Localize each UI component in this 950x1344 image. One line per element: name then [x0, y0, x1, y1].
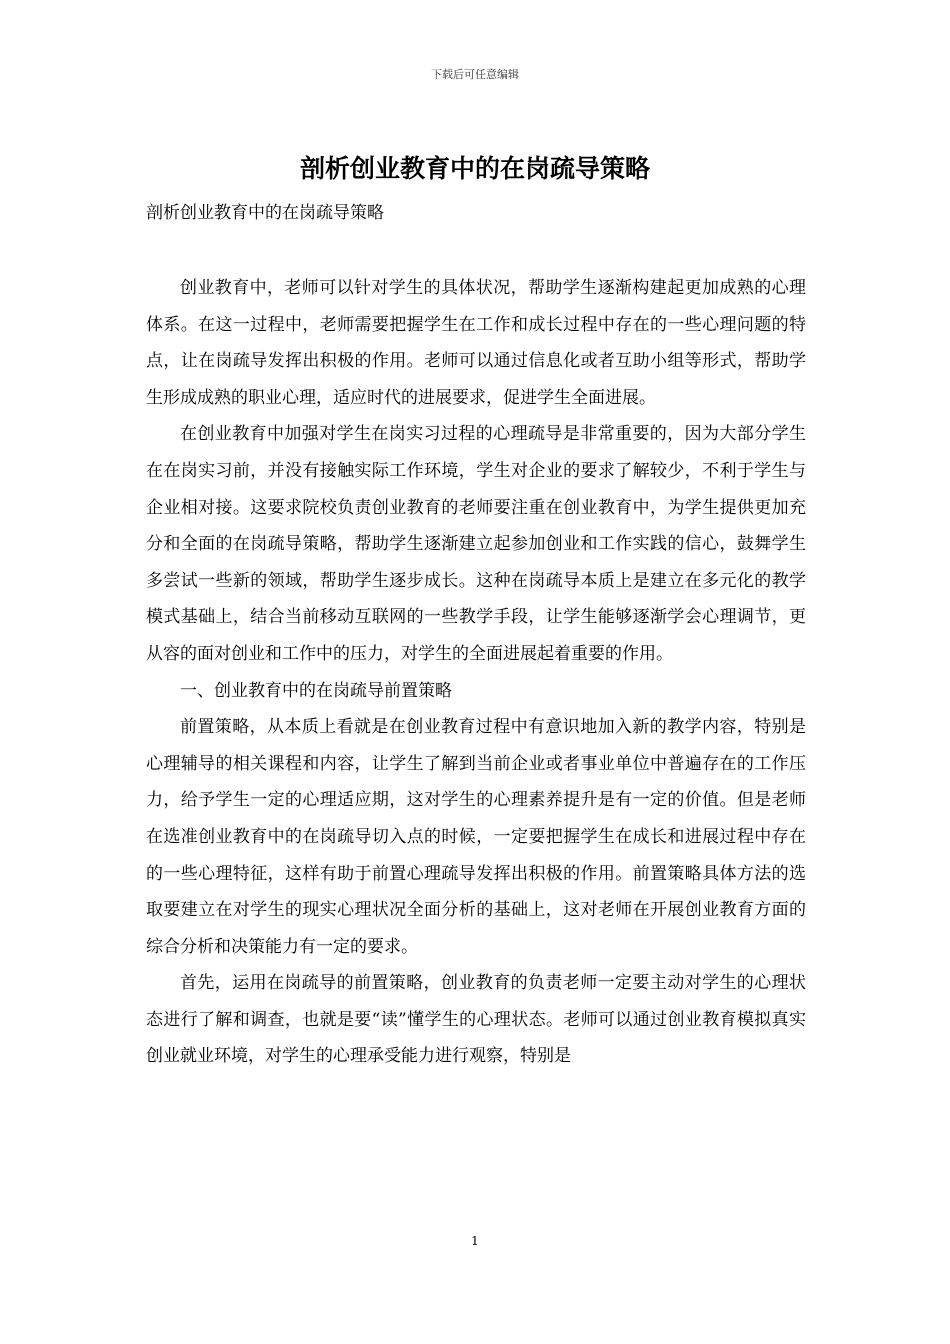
document-title: 剖析创业教育中的在岗疏导策略 — [299, 154, 650, 183]
page-number: 1 — [471, 1234, 479, 1248]
document-subtitle: 剖析创业教育中的在岗疏导策略 — [146, 203, 384, 223]
body-text — [146, 270, 806, 1075]
header-note: 下载后可任意编辑 — [431, 68, 519, 81]
paragraph-intro: 创业教育中，老师可以针对学生的具体状况，帮助学生逐渐构建起更加成熟的心理体系。在这一过程中，老师需要把握学生在工作和成长过程中存在的一些心理问题的特点，让在岗疏导发挥出积极的作用。老师可以通过信息化或者互助小组等形式，帮助学生形成成熟的职业心理，适应时代的进展要求，促进学生全面进展。 — [146, 278, 806, 408]
paragraph-preposition-strategy: 前置策略，从本质上看就是在创业教育过程中有意识地加入新的教学内容，特别是心理辅导的相关课程和内容，让学生了解到当前企业或者事业单位中普遍存在的工作压力，给予学生一定的心理适应期，这对学生的心理素养提升是有一定的价值。但是老师在选准创业教育中的在岗疏导切入点的时候，一定要把握学生在成长和进展过程中存在的一些心理特征，这样有助于前置心理疏导发挥出积极的作用。前置策略具体方法的选取要建立在对学生的现实心理状况全面分析的基础上，这对老师在开展创业教育方面的综合分析和决策能力有一定的要求。 — [146, 717, 806, 957]
paragraph-importance: 在创业教育中加强对学生在岗实习过程的心理疏导是非常重要的，因为大部分学生在在岗实习前，并没有接触实际工作环境，学生对企业的要求了解较少，不利于学生与企业相对接。这要求院校负责创业教育的老师要注重在创业教育中，为学生提供更加充分和全面的在岗疏导策略，帮助学生逐渐建立起参加创业和工作实践的信心，鼓舞学生多尝试一些新的领域，帮助学生逐步成长。这种在岗疏导本质上是建立在多元化的教学模式基础上，结合当前移动互联网的一些教学手段，让学生能够逐渐学会心理调节，更从容的面对创业和工作中的压力，对学生的全面进展起着重要的作用。 — [146, 424, 806, 664]
paragraph-first-step: 首先，运用在岗疏导的前置策略，创业教育的负责老师一定要主动对学生的心理状态进行了解和调查，也就是要“读”懂学生的心理状态。老师可以通过创业教育模拟真实创业就业环境，对学生的心理承受能力进行观察，特别是 — [146, 973, 806, 1067]
section-heading-1: 一、创业教育中的在岗疏导前置策略 — [180, 680, 452, 701]
